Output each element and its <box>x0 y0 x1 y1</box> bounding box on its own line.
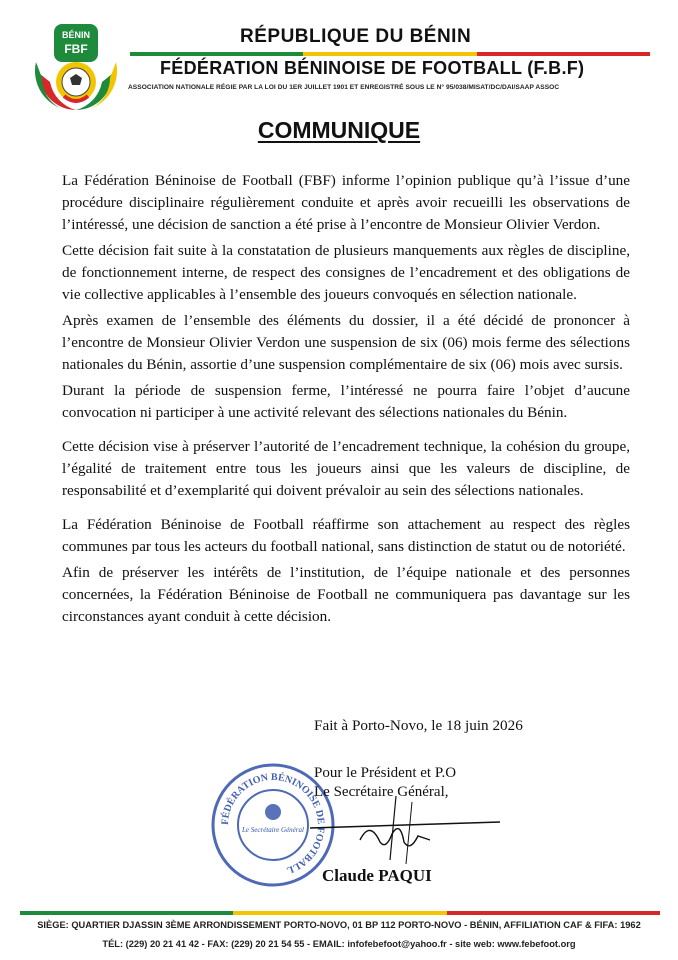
association-registration: ASSOCIATION NATIONALE RÉGIE PAR LA LOI DU 1ER JUILLET 1901 ET ENREGISTRÉ SOUS LE N° 95/038/MISAT/DC/DAI/SAAP ASSOC <box>128 84 560 91</box>
signatory-line-2: Le Secrétaire Général, <box>314 784 449 800</box>
svg-text:Le Secrétaire Général: Le Secrétaire Général <box>242 826 304 834</box>
letterhead <box>0 0 678 110</box>
footer-flag-bar <box>20 911 660 915</box>
communique-body <box>62 170 630 628</box>
paragraph: La Fédération Béninoise de Football réaffirme son attachement au respect des règles communes par tous les acteurs du football national, sans distinction de statut ou de notoriété. <box>62 516 630 555</box>
place-date: Fait à Porto-Novo, le 18 juin 2026 <box>314 717 523 734</box>
signatory-line-1: Pour le Président et P.O <box>314 765 457 781</box>
footer-contact: TÉL: (229) 20 21 41 42 - FAX: (229) 20 21 54 55 - EMAIL: infofebefoot@yahoo.fr - site web: www.febefoot.org <box>102 939 576 949</box>
paragraph: La Fédération Béninoise de Football (FBF) informe l’opinion publique qu’à l’issue d’une procédure disciplinaire régulièrement conduite et après avoir recueilli les observations de l’intéressé, une décision de sanction a été prise à l’encontre de Monsieur Olivier Verdon. <box>62 172 630 233</box>
fbf-logo <box>30 22 122 114</box>
flag-bar <box>130 52 650 56</box>
paragraph: Après examen de l’ensemble des éléments du dossier, il a été décidé de prononcer à l’encontre de Monsieur Olivier Verdon une suspension de six (06) mois ferme des sélections nationales du Bénin, assortie d’une suspension complémentaire de six (06) mois avec sursis. <box>62 312 630 373</box>
svg-text:FÉDÉRATION BÉNINOISE DE FOOTBA: FÉDÉRATION BÉNINOISE DE FOOTBALL <box>219 771 327 876</box>
paragraph: Durant la période de suspension ferme, l’intéressé ne pourra faire l’objet d’aucune convocation ni participer à une activité relevant des sélections nationales du Bénin. <box>62 382 630 421</box>
svg-text:BÉNIN: BÉNIN <box>61 30 91 40</box>
paragraph: Cette décision vise à préserver l’autorité de l’encadrement technique, la cohésion du groupe, l’égalité de traitement entre tous les joueurs ainsi que les valeurs de discipline, de responsabilité et d’exemplarité qui doivent prévaloir au sein des sélections nationales. <box>62 438 630 499</box>
federation-name: FÉDÉRATION BÉNINOISE DE FOOTBALL (F.B.F) <box>160 58 585 78</box>
footer-address: SIÈGE: QUARTIER DJASSIN 3ÈME ARRONDISSEMENT PORTO-NOVO, 01 BP 112 PORTO-NOVO - BÉNIN, AFFILIATION CAF & FIFA: 1962 <box>37 920 641 930</box>
svg-text:FBF: FBF <box>64 42 88 56</box>
paragraph: Afin de préserver les intérêts de l’institution, de l’équipe nationale et des personnes concernées, la Fédération Béninoise de Football ne communiquera pas davantage sur les circonstances ayant conduit à cette décision. <box>62 564 630 625</box>
paragraph: Cette décision fait suite à la constatation de plusieurs manquements aux règles de discipline, de fonctionnement interne, de respect des consignes de l’encadrement et des obligations de vie collective applicables à l’ensemble des joueurs convoqués en sélection nationale. <box>62 242 630 303</box>
country-name: RÉPUBLIQUE DU BÉNIN <box>240 26 472 47</box>
handwritten-signature <box>300 790 520 870</box>
signatory-name: Claude PAQUI <box>322 866 432 885</box>
document-title: COMMUNIQUE <box>257 117 421 143</box>
